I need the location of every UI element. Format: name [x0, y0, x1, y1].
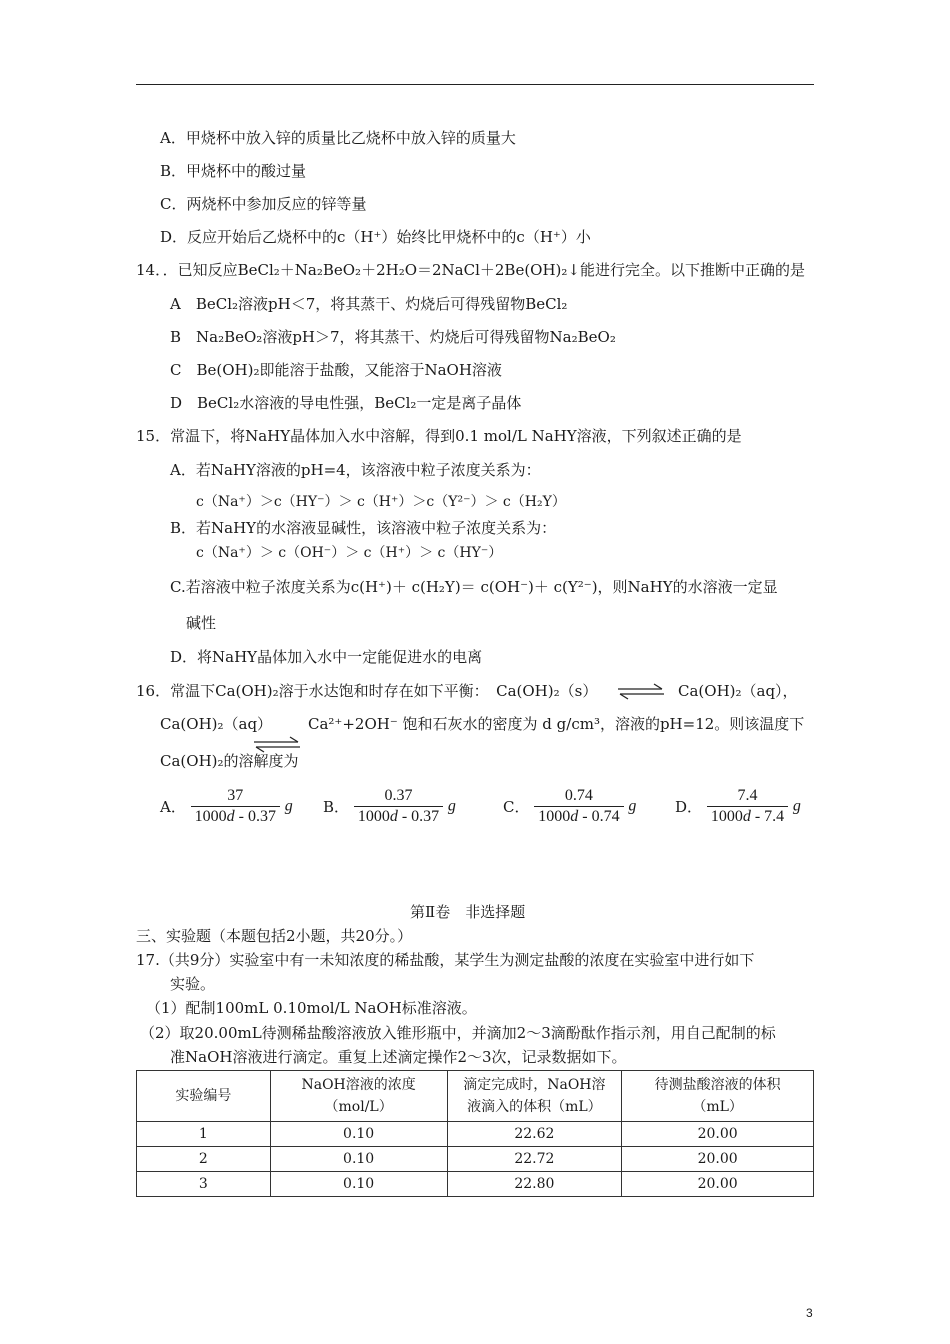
header-rule: [136, 84, 814, 85]
q14-stem: 14．．已知反应BeCl₂＋Na₂BeO₂＋2H₂O＝2NaCl＋2Be(OH)₂↓能进行完全。以下推断中正确的是: [136, 261, 805, 279]
den-var: d: [742, 808, 751, 825]
header-text: 实验编号: [175, 1088, 232, 1104]
table-cell: 0.10: [270, 1122, 447, 1147]
section-heading: 三、实验题（本题包括2小题，共20分。）: [136, 927, 413, 945]
den-tail: - 0.37: [397, 808, 440, 825]
q13-option-d: D．反应开始后乙烧杯中的c（H⁺）始终比甲烧杯中的c（H⁺）小: [160, 228, 591, 246]
table-cell: 0.10: [270, 1147, 447, 1172]
den-const: 1000: [538, 808, 571, 825]
table-cell: 1: [137, 1122, 271, 1147]
q17-line1: 17.（共9分）实验室中有一未知浓度的稀盐酸，某学生为测定盐酸的浓度在实验室中进行如下: [136, 951, 755, 969]
part2-title: 第Ⅱ卷 非选择题: [410, 903, 526, 921]
q15-option-a-relation: c（Na⁺）＞c（HY⁻）＞ c（H⁺）＞c（Y²⁻）＞ c（H₂Y）: [196, 494, 566, 510]
titration-data-table: [136, 1070, 814, 1197]
q16-option-d: [675, 786, 801, 827]
den-tail: - 7.4: [750, 808, 785, 825]
fraction: [354, 786, 443, 827]
q17-line2: 实验。: [170, 975, 216, 993]
unit: g: [447, 797, 456, 815]
fraction-numerator: 7.4: [707, 786, 788, 807]
den-tail: - 0.37: [234, 808, 276, 825]
header-cell: [137, 1071, 271, 1122]
header-text: （mL）: [692, 1099, 743, 1115]
q16-option-b: [323, 786, 456, 827]
den-const: 1000: [357, 808, 390, 825]
table-cell: 0.10: [270, 1172, 447, 1197]
den-var: d: [226, 808, 235, 825]
fraction-numerator: 37: [191, 786, 280, 807]
option-label: D．: [675, 798, 703, 816]
q15-option-c-line1: C.若溶液中粒子浓度关系为c(H⁺)＋ c(H₂Y)＝ c(OH⁻)＋ c(Y²⁻)，则NaHY的水溶液一定显: [170, 578, 778, 596]
equilibrium-arrow-icon: [616, 681, 666, 705]
table-row: [137, 1147, 814, 1172]
table-row: [137, 1172, 814, 1197]
table-cell: 2: [137, 1147, 271, 1172]
table-cell: 20.00: [622, 1172, 814, 1197]
q13-option-a: A．甲烧杯中放入锌的质量比乙烧杯中放入锌的质量大: [160, 129, 516, 147]
header-cell: [270, 1071, 447, 1122]
header-cell: [622, 1071, 814, 1122]
q13-option-c: C．两烧杯中参加反应的锌等量: [160, 195, 367, 213]
option-label: C．: [503, 798, 530, 816]
q16-line3: Ca(OH)₂的溶解度为: [160, 752, 299, 770]
fraction: [534, 786, 623, 827]
q14-option-d: D BeCl₂水溶液的导电性强，BeCl₂一定是离子晶体: [170, 394, 522, 412]
table-cell: 3: [137, 1172, 271, 1197]
den-var: d: [570, 808, 579, 825]
header-text: 待测盐酸溶液的体积: [654, 1077, 781, 1093]
fraction-denominator: [707, 807, 788, 827]
q13-option-b: B．甲烧杯中的酸过量: [160, 162, 307, 180]
table-cell: 22.80: [447, 1172, 622, 1197]
q15-option-a: A．若NaHY溶液的pH=4，该溶液中粒子浓度关系为：: [170, 461, 541, 479]
fraction-numerator: 0.37: [354, 786, 443, 807]
fraction-denominator: [534, 807, 623, 827]
unit: g: [284, 797, 293, 815]
fraction-denominator: [191, 807, 280, 827]
q15-option-c-line2: 碱性: [186, 614, 217, 632]
q15-option-b-relation: c（Na⁺）＞ c（OH⁻）＞ c（H⁺）＞ c（HY⁻）: [196, 545, 503, 561]
q16-line2a: Ca(OH)₂（aq）: [160, 715, 273, 733]
option-label: B．: [323, 798, 350, 816]
table-cell: 20.00: [622, 1147, 814, 1172]
q14-option-b: B Na₂BeO₂溶液pH＞7，将其蒸干、灼烧后可得残留物Na₂BeO₂: [170, 328, 616, 346]
option-label: A．: [160, 798, 186, 816]
header-text: 液滴入的体积（mL）: [467, 1099, 602, 1115]
header-text: 滴定完成时，NaOH溶: [463, 1077, 606, 1093]
q16-line1a: 16．常温下Ca(OH)₂溶于水达饱和时存在如下平衡： Ca(OH)₂（s）: [136, 682, 598, 700]
fraction: [191, 786, 280, 827]
q16-line1b: Ca(OH)₂（aq），: [678, 682, 798, 700]
den-const: 1000: [194, 808, 227, 825]
table-cell: 20.00: [622, 1122, 814, 1147]
q15-option-d: D．将NaHY晶体加入水中一定能促进水的电离: [170, 648, 483, 666]
table-row: [137, 1122, 814, 1147]
q15-option-b: B．若NaHY的水溶液显碱性，该溶液中粒子浓度关系为：: [170, 519, 557, 537]
fraction-numerator: 0.74: [534, 786, 623, 807]
q16-option-a: [160, 786, 293, 827]
table-header-row: [137, 1071, 814, 1122]
q16-option-c: [503, 786, 636, 827]
q15-stem: 15．常温下，将NaHY晶体加入水中溶解，得到0.1 mol/L NaHY溶液，下列叙述正确的是: [136, 427, 742, 445]
fraction-denominator: [354, 807, 443, 827]
table-cell: 22.62: [447, 1122, 622, 1147]
fraction: [707, 786, 788, 827]
step-2-line2: 准NaOH溶液进行滴定。重复上述滴定操作2～3次，记录数据如下。: [170, 1048, 627, 1066]
page-number: 3: [806, 1306, 813, 1320]
header-text: （mol/L）: [324, 1099, 393, 1115]
unit: g: [628, 797, 637, 815]
step-1: （1）配制100mL 0.10mol/L NaOH标准溶液。: [146, 999, 477, 1017]
q14-option-c: C Be(OH)₂即能溶于盐酸，又能溶于NaOH溶液: [170, 361, 502, 379]
unit: g: [792, 797, 801, 815]
q14-option-a: A BeCl₂溶液pH＜7，将其蒸干、灼烧后可得残留物BeCl₂: [170, 295, 568, 313]
step-2-line1: （2）取20.00mL待测稀盐酸溶液放入锥形瓶中，并滴加2～3滴酚酞作指示剂，用自己配制的标: [140, 1024, 776, 1042]
q16-line2b: Ca²⁺+2OH⁻ 饱和石灰水的密度为 d g/cm³，溶液的pH=12。则该温度下: [308, 715, 805, 733]
table-cell: 22.72: [447, 1147, 622, 1172]
den-tail: - 0.74: [578, 808, 620, 825]
den-var: d: [389, 808, 398, 825]
header-cell: [447, 1071, 622, 1122]
header-text: NaOH溶液的浓度: [301, 1077, 416, 1093]
den-const: 1000: [710, 808, 743, 825]
